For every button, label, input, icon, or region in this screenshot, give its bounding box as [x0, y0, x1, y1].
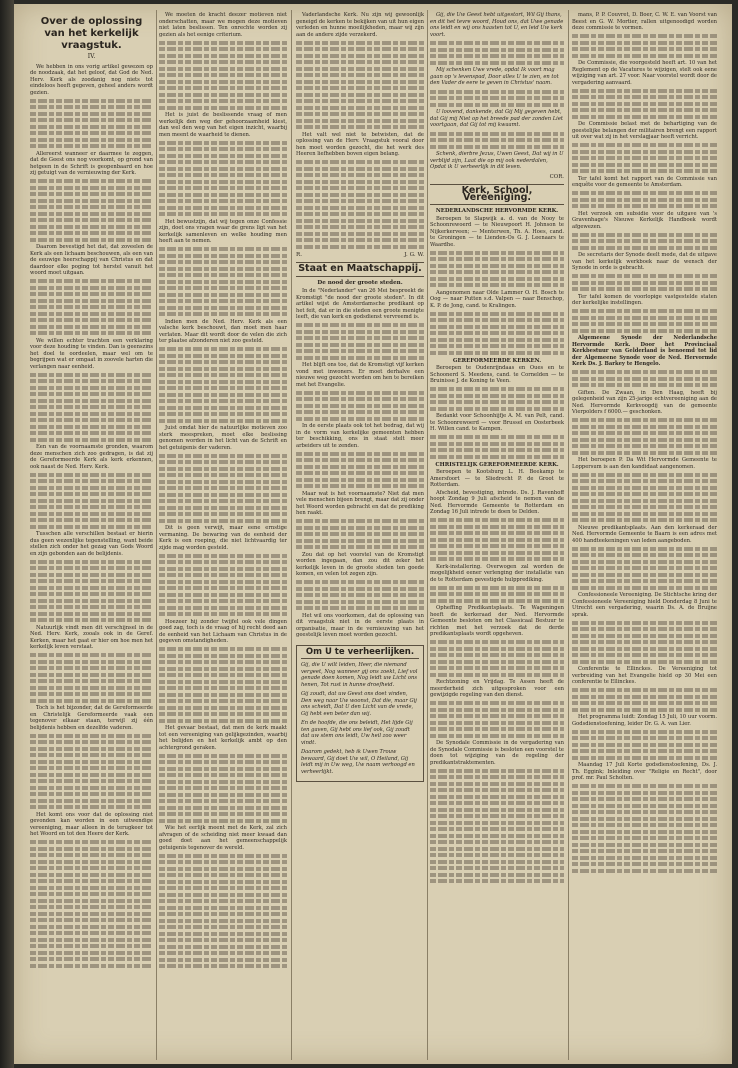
paragraph: In de "Nederlander" van 26 Mei bespreekt de Kromstigt "de nood der groote steden". In dit artikel wijst de Amsterdamsche predikant op het feit, dat er in die steden een groote menigte leeft, die van kerk en godsdienst vervreemd is. [296, 288, 424, 320]
paragraph: mans, P. P. Couvret, D. Boer, C. W. E. van Voorst van Beest en G. W. Mortier, rallen uitgenoodigd worden deze commissie te vormen. [572, 12, 717, 31]
paragraph: In de eerste plaats ook tot het bedrag, dat wij in de vorm van kerkelijke gemeenten hebben ter beschikking, ons in staat stelt meer arbeiders uit te zenden. [296, 423, 424, 449]
paragraph: Het komt ons voor dat de oplossing niet gevonden kan worden in een uitwendige vereeniging, maar alleen in de terugkeer tot het Woord en tot den Heere der Kerk. [30, 811, 153, 837]
text-lines [159, 247, 287, 316]
paragraph: Het wil ons voorkomen, dat de oplossing van dit vraagstuk niet in de eerste plaats in organisatie, maar in de vernieuwing van het geestelijk leven moet worden gezocht. [296, 612, 424, 638]
book-spine [0, 0, 14, 1068]
article-title: Over de oplossing van het kerkelijk vraagstuk. [40, 16, 143, 51]
column-4 [430, 12, 564, 1060]
church-subhead: CHRISTELIJK GEREFORMEERDE KERK. [435, 461, 559, 468]
paragraph: Het is juist de beslissende vraag of men werkelijk den weg der gehoorzaamheid kiest, dan wel den weg van het eigen inzicht, waarbij men meent de waarheid te dienen. [159, 112, 287, 138]
text-lines [430, 518, 564, 561]
paragraph: Het programma luidt: Zondag 15 Juli, 10 uur voorm. Godsdienstoefening, leider Dr. G. A. van Lier. [572, 714, 717, 727]
poem-title: Om U te verheerlijken. [301, 649, 419, 660]
text-lines [30, 473, 153, 529]
column-3 [296, 12, 424, 1060]
article-subhead: De nood der groote steden. [317, 279, 403, 286]
text-lines [430, 701, 564, 738]
paragraph: Het valt wel niet te betwisten, dat de oplossing van de Herv. Vraagstuk vooral door hen moet worden gezocht, die het werk des Heeren liefhebben boven eigen belang. [296, 131, 424, 157]
text-lines [30, 734, 153, 810]
text-lines [430, 769, 564, 884]
paragraph: Wie het eerlijk meent met de Kerk, zal zich afvragen of de scheiding niet meer kwaad dan goed doet aan het gemeenschappelijk getuigenis tegenover de wereld. [159, 825, 287, 851]
newspaper-page [14, 4, 732, 1064]
text-lines [30, 279, 153, 335]
church-subhead: NEDERLANDSCHE HERVORMDE KERK. [435, 208, 559, 214]
text-lines [572, 418, 717, 455]
column-5 [572, 12, 717, 1060]
text-lines [430, 586, 564, 603]
poem-stanza: Daarom gedekt, heb ik Uwen Trouw bewaard, Gij doet Uw wil, O Heiland, Gij leidt mij in Uw weg, Uw naam verhoogd en verheerlijkt. [301, 749, 415, 775]
text-lines [296, 41, 424, 130]
poem-continued [430, 12, 564, 171]
poem-stanza: Gij, die U wilt leiden, Heer, die niemand vergeet, Nog wanneer gij ons zoekt, Lief vol genade doen komen, Nog leidt uw Licht ons henen, Tot rust in hunne droefheid. [301, 662, 418, 688]
paragraph: Toch is het bijzonder, dat de Gereformeerde en Christelijk Gereformeerde vaak een tegenover elkaar staan, terwijl zij één belijdenis hebben en dezelfde vaderen. [30, 705, 153, 731]
text-lines [30, 373, 153, 442]
text-lines [430, 90, 564, 107]
paragraph: Een van de voornaamste gronden, waarom deze menschen zich zoo gedragen, is dat zij de Gereformeerde Kerk als kerk erkennen, ook naast de Ned. Herv. Kerk. [30, 444, 153, 470]
poem-stanza: Gij zoudt, dat uw Geest ons doet vinden, Den weg naar Uw woonst, Dat die, maar Gij ons scheidt, Dat U den Licht van de vrede, Gij hebt een beter dan wij. [301, 691, 417, 717]
poem-body [301, 662, 419, 775]
signature-letter: R. [296, 251, 302, 258]
text-lines [296, 519, 424, 549]
paragraph: Confessioneele Vereeniging. De Stichtsche kring der Confessioneele Vereeniging hield Donderdag 8 Juni te Utrecht een vergadering, waarin Ds. A. de Bruijne sprak. [572, 592, 717, 618]
text-lines [296, 452, 424, 489]
text-lines [572, 688, 717, 712]
poem-stanza: Mij schenken Uwe vrede, opdat Ik voort mag gaan op 's levenspad, Door alles U te zien, en tot den Vader de eere te geven in Christus' naam. [430, 67, 559, 86]
text-lines [572, 473, 717, 523]
section-title: Staat en Maatschappij. [296, 262, 424, 277]
paragraph: Bedankt voor Schoonhijfje A. M. van Pelt, cand. te Schoonrewoerd — voor Brussel en Oosterbeek H. Willen cand. te Kampen. [430, 413, 564, 432]
paragraph: Beroepen te Oudenrijndaas en Oues en te Schoonerd S. Meedens, cand. te Cornelden — te Bruinisse J. de Koning te Veen. [430, 365, 564, 384]
text-lines [430, 41, 564, 65]
paragraph: Maandag 17 Juli Korte godsdienstoefening, Ds. J. Th. Eggink; Inleiding over "Religie en Recht", door prof. mr. Paul Scholten. [572, 762, 717, 781]
section-title: Kerk, School, Vereeniging. [430, 184, 564, 205]
article-part: IV. [87, 53, 96, 60]
paragraph: Het beroepen P. Da Wit Hervormde Gemeente te Loppersum is aan den kandidaat aangenomen. [572, 457, 717, 470]
signature-name: J. G. W. [404, 251, 424, 258]
text-lines [30, 653, 153, 703]
text-lines [572, 309, 717, 333]
text-lines [296, 323, 424, 360]
text-lines [296, 391, 424, 421]
paragraph: We moeten de kracht deezer motieven niet onderschatten, maar we mogen deze motieven niet laten beslissen. Ten onrechte worden zij gezien als het eenige criterium. [159, 12, 287, 38]
text-lines [572, 784, 717, 873]
column-rule [427, 10, 428, 1060]
text-lines [572, 191, 717, 208]
text-lines [572, 34, 717, 58]
paragraph: Het bewustzijn, dat wij tegen onze Confessie zijn, doet ons vragen waar de grens ligt van het kerkelijk samenleven en welke houding men heeft aan te nemen. [159, 218, 287, 244]
column-2 [159, 12, 287, 1060]
paragraph: De Commissie belast met de behartiging van de geestelijke belangen der militairen brengt een rapport uit over wat zij in het verslagjaar heeft verricht. [572, 121, 717, 140]
text-lines [296, 160, 424, 249]
text-lines [572, 143, 717, 173]
paragraph: Dit is geen verwijt, maar eene ernstige vermaning. De bewaring van de eenheid der Kerk is een roeping, die niet lichtvaardig ter zijde mag worden gesteld. [159, 525, 287, 551]
text-lines [296, 580, 424, 610]
text-lines [572, 730, 717, 760]
paragraph: Het blijft ons toe, dat de Kromstigt vijf kerken vond met inwoners. Er moet derhalve een nieuwe weg gezocht worden om hen te bereiken met het Evangelie. [296, 362, 424, 388]
paragraph: Maar wat is het voornaamste? Niet dat men vele menschen bijeen brengt, maar dat zij onder het Woord worden gebracht en dat de prediking hen raakt. [296, 490, 424, 516]
text-lines [30, 99, 153, 149]
text-lines [159, 141, 287, 217]
text-lines [572, 547, 717, 590]
poem-stanza: Schenk, dierbre Jezus, Uwen Geest, Dat wij in U verblijd zijn, Laat die op mij ook nederdalen, Opdat ik U verheerlijk in dit leven. [430, 151, 564, 170]
column-1 [30, 12, 153, 1060]
paragraph: Beroepen te Slapwijk a. d. van de Nooy te Schoonrewoerd — te Nieuwpoort H. Johnson te Nijkerkerveen; — Menterwen, Th. A. Hoes, cand. te Groningen — te Lienden-Os G. J. Leenaars te Waardhe. [430, 215, 564, 248]
poem-stanza: Gij, die Uw Geest hebt uitgestort, Wil Gij thans, en dit het tevre woord, Houd ons, dat Uwe genade ons leidt en wij ons haasten tot U, en leid Uw kerk voort. [430, 12, 564, 38]
text-lines [572, 621, 717, 664]
text-lines [159, 347, 287, 423]
poem-stanza: En de hoofde, die ons beleidt, Het lijde Gij ten gaven, Gij hebt ons lief ook, Gij zoudt dat uw stem ons leidt, Uw heil zoo weer vindt. [301, 720, 413, 746]
paragraph: Ter tafel komen de voorlopige vastgestelde staten der kerkelijke instellingen. [572, 293, 717, 306]
paragraph: Kerk-installering. Overwogen zal worden de mogelijkheid eener verlenging der installatie van de te Rotterdam gevestigde hulpprediking. [430, 563, 564, 583]
text-lines [430, 387, 564, 411]
text-lines [30, 560, 153, 623]
paragraph: Natuurlijk vindt men dit verschijnsel in de Ned. Herv. Kerk, zooals ook in de Geref. Kerken, maar het gaat er hier om hoe men het kerkelijk leven verstaat. [30, 624, 153, 650]
text-lines [572, 89, 717, 119]
text-lines [159, 554, 287, 617]
text-lines [159, 41, 287, 110]
paragraph: Afscheid, bevestiging, intrede. Ds. J. Ravenhoff hoopt Zondag 9 Juli afscheid te nemen van de Ned. Hervormde Gemeente te Rotterdam en Zondag 16 Juli intrede te doen te Delden. [430, 489, 564, 515]
paragraph: De Commissie, die voorgesteld heeft art. 10 van het Reglement op de Vacatures te wijzigen, stelt ook eene wijziging van art. 27 voor. Naar voorstel wordt door de vergadering aanvaard. [572, 60, 717, 86]
text-lines [572, 370, 717, 387]
poem-stanza: U loovend, dankende, dat Gij Mij gegeven hebt, dat Gij mij Niet op het breede pad der zonden Liet voortgaan, dat Gij tot mij kwaamt. [430, 109, 564, 128]
text-lines [430, 312, 564, 355]
paragraph: We willen echter trachten een verklaring voor deze houding te vinden. Dan is geenszins het doel te oordeelen, maar wel om te begrijpen wat er omgaat in zoovele harten die verlangen naar eenheid. [30, 337, 153, 370]
text-lines [430, 435, 564, 459]
paragraph: Het gevaar bestaat, dat men de kerk maakt tot een vereeniging van gelijkgezinden, waarbij het belijden en het kerkelijk ambt op den achtergrond geraken. [159, 725, 287, 751]
paragraph: Tusschen alle verschillen bestaat er hierin dus geen wezenlijke tegenstelling, want beide stellen zich onder het gezag van Gods Woord en zijn gebonden aan de belijdenis. [30, 531, 153, 557]
text-lines [30, 179, 153, 242]
paragraph: We hebben in ons vorig artikel gewezen op de noodzaak, dat het geloof, dat God de Ned. Herv. Kerk als zoodanig nog niets tot eindeloos heeft gegeven, geheel anders wordt gezien. [30, 63, 153, 96]
paragraph: Giften. De Zwaan, in Den Haag, heeft bij gelegenheid van zijn 25-jarige echtvereeniging aan de Ned. Hervormde Kerkvoogdij van de gemeente Vierpolders f 6000.— geschonken. [572, 389, 717, 415]
text-lines [430, 132, 564, 149]
paragraph: Indien men de Ned. Herv. Kerk als een valsche kerk beschouwt, dan moet men haar verlaten. Maar dit wordt door de velen die zich ter plaatse afzonderen niet zoo gesteld. [159, 318, 287, 344]
paragraph: Juist omdat hier de natuurlijke motieven zoo sterk meespreken, moet elke beslissing genomen worden in het licht van de Schrift en het getuigenis der vaderen. [159, 425, 287, 451]
paragraph: Aangenomen naar Olde Lammer O. H. Bosch te Oog — naar Putten s.d. Valpen — naar Benschop, K. P. de Jong, cand. te Kralingen. [430, 289, 564, 309]
text-lines [30, 840, 153, 968]
paragraph: Daarom bevestigd het dat, dat zoveelen de Kerk als een lichaam beschouwen, als een van de eeuwige heerschappij van Christus en dat daardoor elke poging tot herstel vanuit het woord moet uitgaan. [30, 244, 153, 276]
paragraph: Rechtzoning en Vrijdag. Te Assen heeft de meerderheid zich uitgesproken voor een gewijzigde regeling van den dienst. [430, 679, 564, 698]
paragraph: Ter tafel komt het rapport van de Commissie van enquête voor de gemeente te Amsterdam. [572, 175, 717, 188]
text-lines [159, 754, 287, 823]
text-lines [430, 251, 564, 288]
paragraph: Beroepen te Kootsburg L. H. Beekamp te Amersfoort — te Sliedrecht P. de Groot te Rotterdam. [430, 469, 564, 488]
text-lines [159, 854, 287, 969]
text-lines [572, 233, 717, 250]
article-signature [296, 252, 424, 259]
text-lines [159, 647, 287, 723]
church-subhead: GEREFORMEERDE KERKEN. [452, 357, 542, 364]
paragraph: Nieuwe predikantsplaats. Aan den kerkeraad der Ned. Hervormde Gemeente te Baarn is een adres met 400 handteekeningen van leden aangeboden. [572, 524, 717, 544]
text-lines [430, 640, 564, 677]
paragraph: De secretaris der Synode deelt mede, dat de uitgave van het kerkelijk werkboek naar de wensch der Synode in orde is gebracht. [572, 252, 717, 271]
paragraph: Zou dat op het voorstel van de Kromstigt worden ingegaan, dan zou dit zeker het kerkelijk leven in de groote steden ten goede komen, en velen tot zegen zijn. [296, 551, 424, 577]
paragraph: De Synodale Commissie in de vergadering van de Synodale Commissie is besloten een voorstel te doen tot wijziging van de regeling der predikantstraktementen. [430, 740, 564, 766]
poem-box [296, 645, 424, 783]
text-lines [159, 454, 287, 523]
paragraph: Opheffing Predikantsplaats. Te Wageningen heeft de kerkeraad der Ned. Hervormde Gemeente besloten om het Classicaal Bestuur te richten met het verzoek dat de derde predikantsplaats wordt opgeheven. [430, 605, 564, 637]
paragraph: Vaderlandsche Kerk. Nu zijn wij gewoonlijk geneigd de kerken te bekijken van uit hun eigen verleden en hunne moeilijkheden, maar wij zijn aan de andere zijde verzekerd. [296, 12, 424, 38]
paragraph: Conferentie te Ellinckes. De Vereeniging tot verbreiding van het Evangelie hield op 30 Mei een conferentie te Ellinckes. [572, 666, 717, 685]
column-rule [568, 10, 569, 1060]
paragraph: Het verzoek om subsidie voor de uitgave van 's Gravenhage's Nieuwe Kerkelijk Handboek wordt afgewezen. [572, 210, 717, 230]
paragraph: Hoezeer hij zonder twijfel ook vele dingen goed zag, toch is de vraag of hij recht deed aan de eenheid van het Lichaam van Christus in de gegeven omstandigheden. [159, 618, 287, 644]
text-lines [572, 274, 717, 291]
paragraph: Allereerst wanneer er daarmee te zeggen, dat de Geest ons nog voorkomt, op grond van hetgeen in de Schrift is geopenbaard en hoe zij getuigt van de vernieuwing der Kerk. [30, 150, 153, 176]
poem-signature: COR. [549, 173, 564, 180]
column-rule [291, 10, 292, 1060]
column-rule [156, 10, 157, 1060]
paragraph: Algemeene Synode der Nederlandsche Hervormde Kerk. Door het Provinciaal Kerkbestuur van Gelderland is benoemd tot lid der Algemeene Synode voor de Ned. Hervormde Kerk Ds. J. Barkey te Hengelo. [572, 335, 717, 367]
